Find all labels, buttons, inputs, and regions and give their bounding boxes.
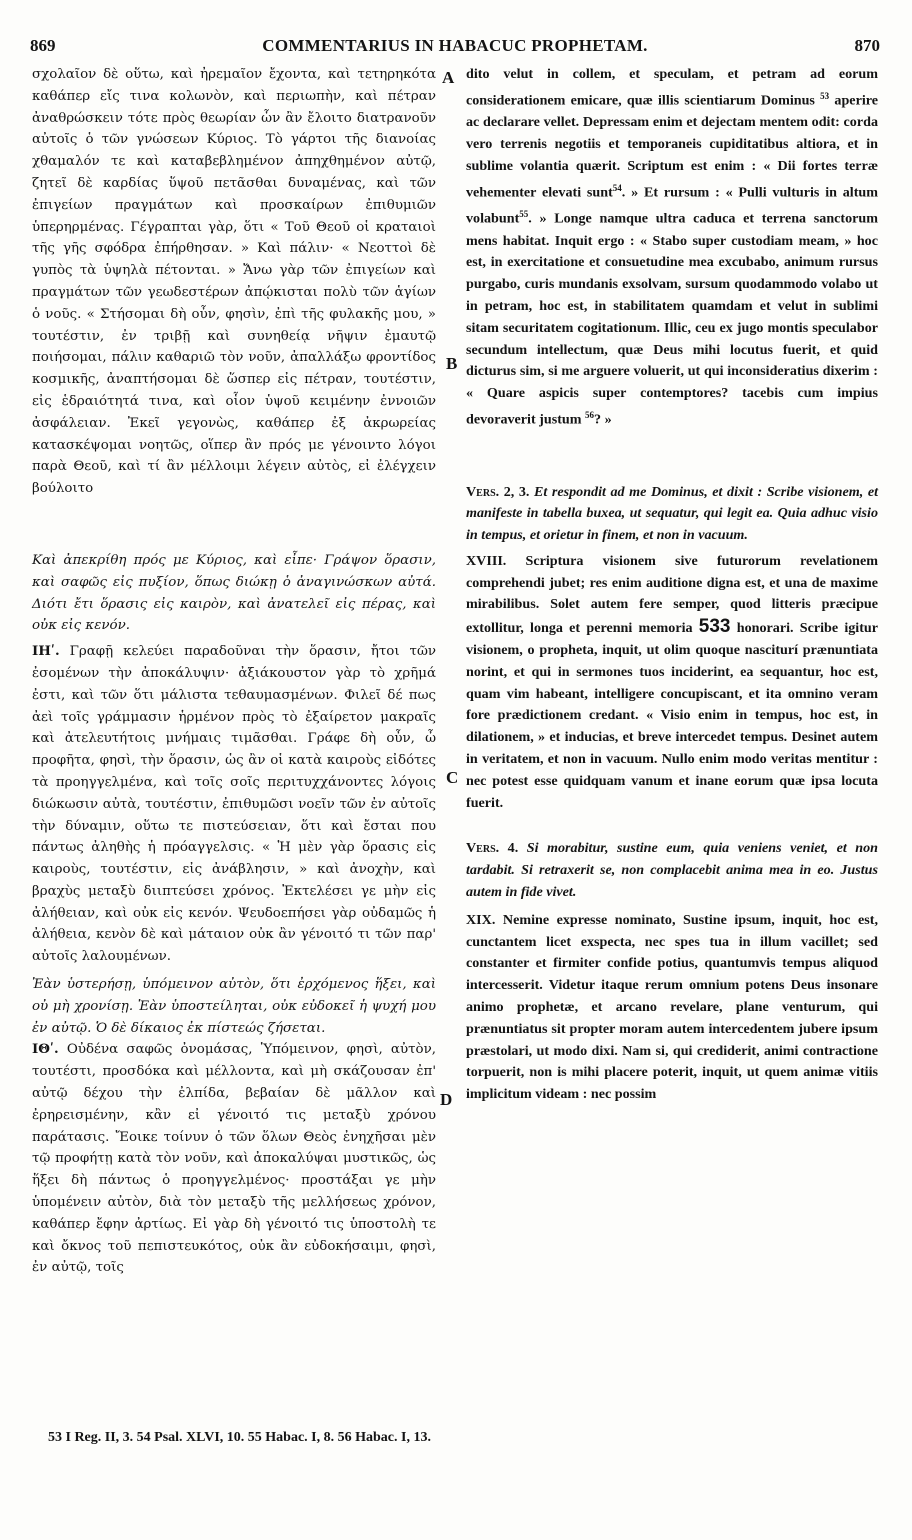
- latin-text: dito velut in collem, et speculam, et petram ad eorum considerationem emicare, quæ illis scientiarum Dominus: [466, 66, 878, 109]
- column-number: 533: [698, 616, 731, 638]
- greek-scripture: Ἐὰν ὑστερήσῃ, ὑπόμεινον αὐτὸν, ὅτι ἐρχόμενος ἥξει, καὶ οὐ μὴ χρονίσῃ. Ἐὰν ὑποστείληται, οὐκ εὐδοκεῖ ἡ ψυχή μου ἐν αὐτῷ. Ὁ δὲ δίκαιος ἐκ πίστεώς ζήσεται.: [32, 977, 436, 1036]
- greek-paragraph: [32, 1039, 436, 1279]
- greek-section-number: ΙΗʹ.: [32, 643, 60, 660]
- greek-section-number: ΙΘʹ.: [32, 1041, 59, 1058]
- latin-section-number: XIX.: [466, 911, 496, 928]
- section-marker-b: B: [446, 354, 458, 373]
- running-title: COMMENTARIUS IN HABACUC PROPHETAM.: [262, 36, 648, 55]
- latin-text: . » Et rursum : « Pulli vulturis in altum volabunt: [466, 184, 878, 227]
- latin-text: aperire ac declarare vellet. Depressam enim et dejectam mentem odit: corda vero terrenis negotiis et temporaneis cupiditatibus altiora, et in sublime volantia quærit. Scriptum est enim : « Dii fortes terræ vehementer elevati sunt: [466, 92, 878, 201]
- latin-section-number: XVIII.: [466, 552, 507, 569]
- greek-paragraph: [32, 641, 436, 968]
- verse-text: Si morabitur, sustine eum, quia veniens veniet, et non tardabit. Si retraxerit se, non complacebit anima mea in eo. Justus autem in fide vivet.: [466, 840, 878, 901]
- latin-paragraph: [466, 551, 878, 815]
- section-marker-a: A: [442, 68, 455, 87]
- footnotes: 53 I Reg. II, 3. 54 Psal. XLVI, 10. 55 Habac. I, 8. 56 Habac. I, 13.: [48, 1430, 431, 1445]
- greek-paragraph-text: Οὐδένα σαφῶς ὀνομάσας, Ὑπόμεινον, φησὶ, αὐτὸν, τουτέστι, προσδόκα καὶ μέλλοντα, καὶ μὴ σκάζουσαν ἐπ' αὐτῷ δέχου τὴν ἐλπίδα, βεβαίαν δὲ μᾶλλον καὶ ἐρηρεισμένην, κἂν εἰ γένοιτό τις μεταξὺ χρόνου παράτασις. Ἔοικε τοίνυν ὁ τῶν ὅλων Θεὸς ἐνηχῆσαι μὲν τῷ προφήτῃ κατὰ τὸν νοῦν, καὶ ἀποκαλύψαι μυστικῶς, ὡς ἥξει δὴ πάντως ὁ προηγγελμένος· προστάξαι γε μὴν ὑπομένειν αὐτὸν, διὰ τὸν μεταξὺ τῆς μελλήσεως χρόνον, καθάπερ ἔφην ἀρτίως. Εἰ γὰρ δὴ γένοιτό τις ὑποστολὴ τε καὶ ὄκνος τοῦ πεπιστευκότος, οὐκ ἂν εὐδοκήσαιμι, φησὶ, ἐν αὐτῷ, τοῖς: [32, 1042, 436, 1276]
- footnote-ref: 56: [585, 410, 594, 421]
- latin-text: Scriptura visionem sive futurorum revelationem comprehendi jubet; res enim auditione digna est, et una de maxime mirabilibus. Solet autem fere semper, quod litteris præcipue extollitur, longa et perenni memoria: [466, 552, 878, 637]
- page-number-right: 870: [854, 36, 880, 55]
- spacer: [466, 814, 878, 838]
- latin-verse: [466, 838, 878, 903]
- spacer: [466, 432, 878, 476]
- latin-text: . » Longe namque ultra caduca et terrena sanctorum mens habitat. Inquit ergo : « Stabo super custodiam meam, » hoc est, in exercitatione et consuetudine mea excubabo, animum rursus purgabo, curis mundanis exsolvam, sursum quodammodo volabo ut in petram, hoc est, in stabilitatem quamdam et velut in sublimi sitam securitatem cogitationum. Illic, ceu ex jugo montis speculabor secundum intellectum, quæ Deus mihi locutus fuerit, et quid dicturus sim, si me arguere voluerit, ut qui inconsideratius dixerim : « Quare aspicis super contemptores? tacebis cum impius devoraverit justum: [466, 210, 878, 428]
- verse-text: Et respondit ad me Dominus, et dixit : Scribe visionem, et manifeste in tabella buxea, ut sequatur, qui legit ea. Quia adhuc visio in tempus, et orietur in finem, et non in vacuum.: [466, 483, 879, 544]
- latin-column: [466, 64, 878, 1106]
- latin-text: Nemine expresse nominato, Sustine ipsum, inquit, hoc est, cunctantem licet exspecta, nec spes tua in illum vacillet; sed constanter et firmiter confide potius, quantumvis tempus aliquod intercesserit. Videtur itaque rerum omnium potens Deus insonare animo prophetæ, et arcano revelare, plane venturum, qui prænuntiatus sit propter moram autem intercedentem jubere ipsum præstolari, ut modo dixi. Nam si, qui crediderit, animi contractione torpuerit, non is mihi placere poterit, inquit, ut quem animæ vitiis implicitum videam : nec possim: [466, 911, 878, 1103]
- verse-label: Vers. 4.: [466, 840, 519, 857]
- page-number-left: 869: [30, 36, 56, 55]
- running-header: [30, 36, 880, 64]
- spacer: [32, 500, 436, 544]
- verse-label: Vers. 2, 3.: [466, 483, 530, 500]
- section-marker-c: C: [446, 768, 459, 787]
- greek-paragraph-text: Γραφῇ κελεύει παραδοῦναι τὴν ὅρασιν, ἤτοι τῶν ἐσομένων τὴν ἀποκάλυψιν· ἀξιάκουστον γὰρ τὸ χρῆμά ἐστι, καὶ τῶν ὅτι μάλιστα τεθαυμασμένων. Φιλεῖ δέ πως ἀεὶ τοῖς γράμμασιν ἡρμένον πρὸς τὸ ἐξαίρετον μακραῖς καὶ ἀτελευτήτοις μνήμαις τιμᾶσθαι. Γράφε δὴ οὖν, ὦ προφῆτα, φησὶ, τὴν ὅρασιν, ὡς ἂν οἱ κατὰ καιροὺς εἰδότες τὰ προηγγελμένα, καὶ τοῖς σοῖς περιτυχχάνοντες λόγοις διώκωσιν αὐτὰ, τουτέστιν, ἐπιθυμῶσι νοεῖν τῶν ἐν αὐτοῖς τὴν δύναμιν, οὕτω τε πιστεύσειαν, ὅτι καὶ ἔσται που πάντως ἀληθὴς ἡ πρόαγγελσις. « Ἡ μὲν γὰρ ὅρασις εἰς καιροὺς, τουτέστιν, εἰς ἀνάβλησιν, » καὶ ἀνοχὴν, καὶ βραχὺς μεταξὺ διιπτεύσει χρόνος. Ἐκτελέσει γε μὴν εἰς ἀλήθειαν, καὶ οὐκ εἰς κενόν. Ψευδοεπήσει γὰρ οὐδαμῶς ἡ ἀλήθεια, κενὸν δὲ καὶ μάταιον οὐκ ἂν γένοιτό τι τῶν παρ' αὐτοῖς λαλουμένων.: [32, 644, 437, 965]
- greek-scripture: Καὶ ἀπεκρίθη πρός με Κύριος, καὶ εἶπε· Γράψον ὅρασιν, καὶ σαφῶς εἰς πυξίον, ὅπως διώκῃ ὁ ἀναγινώσκων αὐτά. Διότι ἔτι ὅρασις εἰς καιρὸν, καὶ ἀνατελεῖ εἰς πέρας, καὶ οὐκ εἰς κενόν.: [32, 552, 436, 634]
- greek-column: [32, 64, 436, 1279]
- latin-text: honorari. Scribe igitur visionem, o propheta, inquit, ut olim quoque nasciturí prænuntiata norint, et qui in sermones tuos inciderint, ea sequantur, hoc est, quam vim habeant, intelligere concupiscant, et ita omnino veram fore prædictionem credant. « Visio enim in tempus, hoc est, in dilationem, » et inducias, et breve intercedet tempus. Desinet autem in veritatem, et non in vacuum. Nullo enim modo veritas mentitur : nec potest esse quidquam vanum et inane eorum quæ ipsa locuta fuerit.: [466, 620, 879, 811]
- latin-paragraph: [466, 64, 878, 432]
- latin-verse: [466, 482, 878, 547]
- section-marker-d: D: [440, 1090, 453, 1109]
- greek-paragraph: σχολαῖον δὲ οὕτω, καὶ ἠρεμαῖον ἔχοντα, καὶ τετηρηκότα καθάπερ εἴς τινα κολωνὸν, καὶ περιωπὴν, καὶ πέτραν ἀναθρώσκειν τότε πρὸς θεωρίαν ὧν ἂν ἔλοιτο διατρανοῦν αὐτοῖς ὁ τῶν γνώσεων Κύριος. Τὸ γάρτοι τῆς διανοίας χθαμαλόν τε καὶ καταβεβλημένον ἀπηχθημένον αὐτῷ, ζητεῖ δὲ καρδίας ὕψοῦ πετᾶσθαι δυναμένας, καὶ τῶν ἐπιγείων πραγμάτων καὶ προσκαίρων ἐπιθυμιῶν ὑπερηρμένας. Γέγραπται γὰρ, ὅτι « Τοῦ Θεοῦ οἱ κραταιοὶ τῆς γῆς σφόδρα ἐπήρθησαν. » Καὶ πάλιν· « Νεοττοὶ δὲ γυπὸς τὰ ὑψηλὰ πέτονται. » Ἄνω γὰρ τῶν ἐπιγείων καὶ πραγμάτων τῶν γεωδεστέρων ἀπῴκισται πολὺ τῶν ἁγίων ὁ νοῦς. « Στήσομαι δὴ οὖν, φησὶν, ἐπὶ τῆς φυλακῆς μου, » τουτέστιν, ἐν τριβῇ καὶ συνηθείᾳ νῆψιν ἐμαυτῷ ποιήσομαι, πάλιν καθαριῶ τὸν νοῦν, ἀπαλλάξω φροντίδος κοσμικῆς, ἀναπτήσομαι δὲ ὥσπερ εἰς πέτραν, τουτέστιν, εἰς ἑδραιότητά τινα, καὶ οἷον ὑψοῦ κειμένην ἐννοιῶν ἀσφάλειαν. Ἐκεῖ γεγονὼς, καθάπερ ἐξ ἀκρωρείας κατασκέψομαι νοητῶς, οἵπερ ἂν πρός με γένοιντο λόγοι παρὰ Θεοῦ, καὶ τί ἂν μέλλοιμι λέγειν αὐτὸς, εἰ ἐλέγχειν βούλοιτο: [32, 67, 436, 497]
- latin-paragraph: [466, 910, 878, 1106]
- footnote-ref: 53: [820, 90, 830, 101]
- footnote-ref: 55: [519, 209, 529, 220]
- latin-text: ? »: [594, 411, 612, 428]
- footnote-ref: 54: [612, 182, 622, 193]
